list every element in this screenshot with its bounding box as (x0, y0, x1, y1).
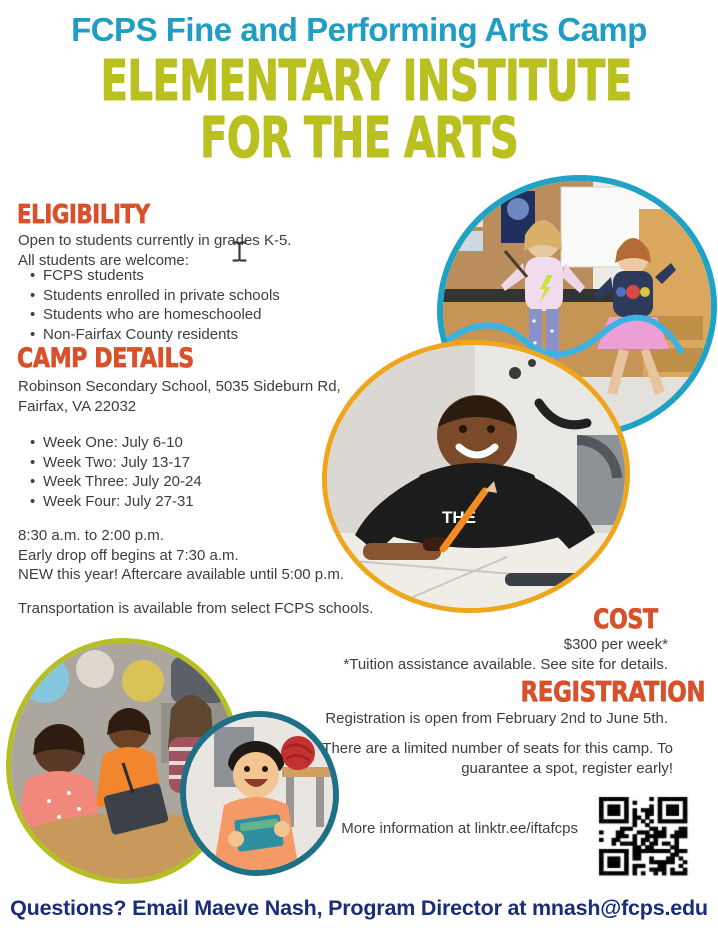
list-item-label: Non-Fairfax County residents (43, 325, 239, 343)
eligibility-list (30, 266, 280, 344)
bullet-icon: • (30, 286, 36, 304)
cost-heading: COST (593, 604, 658, 635)
eligibility-intro (18, 231, 291, 270)
bullet-icon: • (30, 473, 36, 491)
boy-writing-illustration (327, 345, 625, 608)
bullet-icon: • (30, 325, 36, 343)
camp-details-heading: CAMP DETAILS (17, 343, 194, 374)
photo-boy-book (180, 711, 339, 876)
bullet-icon: • (30, 453, 36, 471)
bullet-icon: • (30, 306, 36, 324)
bullet-icon: • (30, 434, 36, 451)
eligibility-intro-line2: All students are welcome: (18, 251, 189, 269)
svg-text:THE: THE (442, 508, 476, 527)
cost-note: *Tuition assistance available. See site for details. (343, 656, 668, 673)
list-item (30, 453, 202, 473)
camp-hours-line2: Early drop off begins at 7:30 a.m. (18, 546, 239, 564)
eligibility-intro-line1: Open to students currently in grades K-5. (18, 232, 292, 249)
list-item-label: Week Three: July 20-24 (43, 473, 202, 491)
list-item-label: FCPS students (43, 267, 144, 284)
cost-price: $300 per week* (563, 636, 668, 653)
camp-address (18, 377, 341, 416)
flyer-subtitle-line2: FOR THE ARTS (199, 106, 519, 171)
flyer-title: FCPS Fine and Performing Arts Camp (71, 11, 647, 48)
camp-address-line2: Fairfax, VA 22032 (18, 397, 137, 415)
contact-footer: Questions? Email Maeve Nash, Program Director at mnash@fcps.edu (10, 896, 708, 920)
qr-code-icon (595, 793, 691, 879)
camp-address-line1: Robinson Secondary School, 5035 Sideburn Rd, (18, 378, 341, 395)
list-item (30, 266, 280, 286)
list-item-label: Students who are homeschooled (43, 306, 262, 324)
list-item (30, 286, 280, 306)
list-item (30, 492, 202, 512)
registration-dates: Registration is open from February 2nd to June 5th. (325, 710, 668, 727)
registration-seats-note: There are a limited number of seats for this camp. To guarantee a spot, register early! (322, 740, 673, 777)
camp-hours (18, 526, 344, 585)
list-item (30, 472, 202, 492)
list-item-label: Week One: July 6-10 (43, 434, 183, 451)
list-item (30, 433, 202, 453)
camp-hours-line1: 8:30 a.m. to 2:00 p.m. (18, 527, 164, 544)
list-item (30, 305, 280, 325)
transportation-note: Transportation is available from select FCPS schools. (18, 600, 374, 617)
photo-boy-writing (322, 340, 630, 613)
boy-book-illustration (186, 717, 333, 870)
eligibility-heading: ELIGIBILITY (17, 200, 150, 230)
camp-hours-line3: NEW this year! Aftercare available until 5:00 p.m. (18, 566, 344, 583)
list-item-label: Week Two: July 13-17 (43, 453, 191, 471)
registration-heading: REGISTRATION (520, 675, 705, 708)
camp-weeks-list (30, 433, 202, 511)
list-item-label: Students enrolled in private schools (43, 286, 280, 304)
flyer-subtitle-line1: ELEMENTARY INSTITUTE (100, 49, 632, 114)
bullet-icon: • (30, 267, 36, 284)
bullet-icon: • (30, 492, 36, 510)
list-item-label: Week Four: July 27-31 (43, 492, 194, 510)
i-beam-cursor-icon (231, 240, 248, 263)
more-info-link-text: More information at linktr.ee/iftafcps (341, 820, 578, 837)
list-item (30, 325, 280, 345)
